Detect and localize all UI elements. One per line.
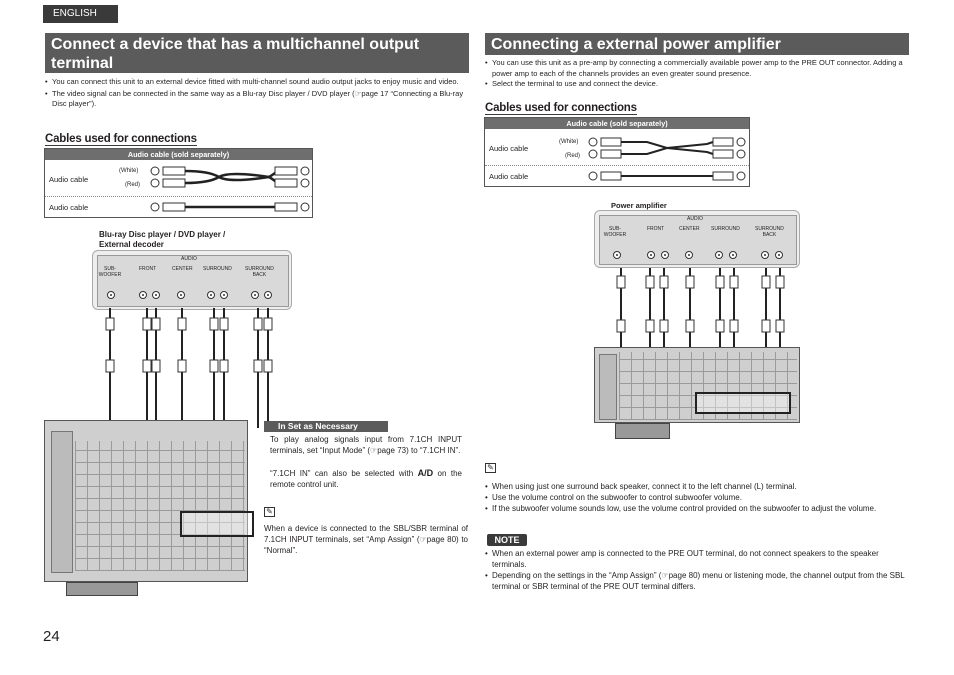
right-bullet-1: • You can use this unit as a pre-amp by connecting a commercially available power amp to the PRE OUT connector. Adding a power amp to each of the channels provides an even greater sound presence. (485, 58, 909, 79)
right-mono-cable-illustration (587, 169, 749, 183)
pre-out-area (695, 392, 791, 414)
pencil-icon: ✎ (264, 507, 275, 517)
right-section-title: Connecting a external power amplifier (485, 33, 909, 55)
page-number: 24 (43, 628, 60, 645)
in-set-text-2: “7.1CH IN” can also be selected with A/D on the remote control unit. (270, 468, 462, 489)
right-bullet-2: • Select the terminal to use and connect the device. (485, 79, 909, 90)
left-stereo-cable-illustration (149, 163, 314, 193)
right-note-1: • When an external power amp is connected to the PRE OUT terminal, do not connect speakers to the speaker terminals. (485, 548, 909, 570)
left-receiver-rear-panel (44, 420, 248, 582)
device-label: Blu-ray Disc player / DVD player / External decoder (99, 230, 226, 249)
in-set-text-1: To play analog signals input from 7.1CH INPUT terminals, set “Input Mode” (☞page 73) to “7.1CH IN”. (270, 435, 462, 455)
panel-surround-label: SURROUND (203, 266, 232, 272)
right-row2-label: Audio cable (489, 172, 529, 181)
panel-center-label: CENTER (172, 266, 193, 272)
right-note-2: • Depending on the settings in the “Amp Assign” (☞page 80) menu or listening mode, the channel output from the SBL terminal or SBR terminal of the PRE OUT terminal differs. (485, 570, 909, 592)
right-receiver-foot (615, 423, 670, 439)
left-title-line2: terminal (51, 55, 114, 72)
left-mono-cable-illustration (149, 200, 314, 214)
panel-front-label: FRONT (139, 266, 157, 272)
left-title-line1: Connect a device that has a multichannel output (51, 36, 420, 53)
right-pencil-icon: ✎ (485, 463, 496, 473)
panel-sub-label: SUB- WOOFER (98, 266, 122, 278)
panel-audio-label: AUDIO (181, 256, 197, 262)
left-table-row-1 (45, 160, 312, 197)
left-white-label: (White) (119, 168, 139, 174)
panel-surround-back-label: SURROUND BACK (245, 266, 274, 278)
power-amp-panel: AUDIO SUB- WOOFER FRONT CENTER SURROUND SURROUND BACK (594, 210, 800, 268)
left-receiver-foot (66, 582, 138, 596)
right-white-label: (White) (559, 139, 579, 145)
left-red-label: (Red) (125, 182, 141, 188)
right-notes (485, 548, 909, 592)
right-table-row-2 (485, 166, 749, 187)
right-row1-label: Audio cable (489, 144, 529, 153)
right-cables-heading: Cables used for connections (485, 102, 637, 114)
left-row2-label: Audio cable (49, 203, 89, 212)
left-connection-cables (92, 308, 292, 428)
right-cables-heading-wrap (485, 98, 645, 116)
power-amp-label: Power amplifier (611, 201, 667, 210)
left-section-title (45, 33, 469, 73)
right-red-label: (Red) (565, 153, 581, 159)
language-tab: ENGLISH (43, 5, 118, 23)
right-pencil-note-2: • Use the volume control on the subwoofer to control subwoofer volume. (485, 492, 909, 503)
left-bullet-1: • You can connect this unit to an external device fitted with multi-channel sound audio output jacks to enjoy music and video. (45, 77, 469, 88)
jack-sub (107, 291, 115, 299)
right-pencil-notes (485, 481, 909, 514)
right-pencil-note-3: • If the subwoofer volume sounds low, use the volume control provided on the subwoofer to adjust the volume. (485, 503, 909, 514)
amp-assign-note: When a device is connected to the SBL/SBR terminal of 7.1CH INPUT terminals, set “Amp Assign” (☞page 80) to “Normal”. (264, 524, 468, 555)
right-table-header: Audio cable (sold separately) (485, 118, 749, 129)
source-device-panel (92, 250, 292, 310)
right-pencil-note-1: • When using just one surround back speaker, connect it to the left channel (L) terminal. (485, 481, 909, 492)
right-cable-table (484, 117, 750, 187)
right-bullet-list (485, 58, 909, 90)
left-bullet-list (45, 77, 469, 110)
left-cable-table (44, 148, 313, 218)
right-table-row-1 (485, 129, 749, 166)
left-bullet-2: • The video signal can be connected in the same way as a Blu-ray Disc player / DVD player (☞page 17 “Connecting a Blu-ray Disc player”). (45, 89, 469, 110)
in-set-heading: In Set as Necessary (264, 421, 388, 432)
left-cables-heading: Cables used for connections (45, 133, 197, 145)
left-cables-heading-wrap (45, 129, 205, 147)
left-row1-label: Audio cable (49, 175, 89, 184)
note-badge: NOTE (487, 534, 527, 546)
right-stereo-cable-illustration (587, 132, 749, 162)
right-receiver-rear-panel (594, 347, 800, 423)
left-table-header: Audio cable (sold separately) (45, 149, 312, 160)
left-table-row-2 (45, 197, 312, 218)
multichannel-input-area (180, 511, 254, 537)
